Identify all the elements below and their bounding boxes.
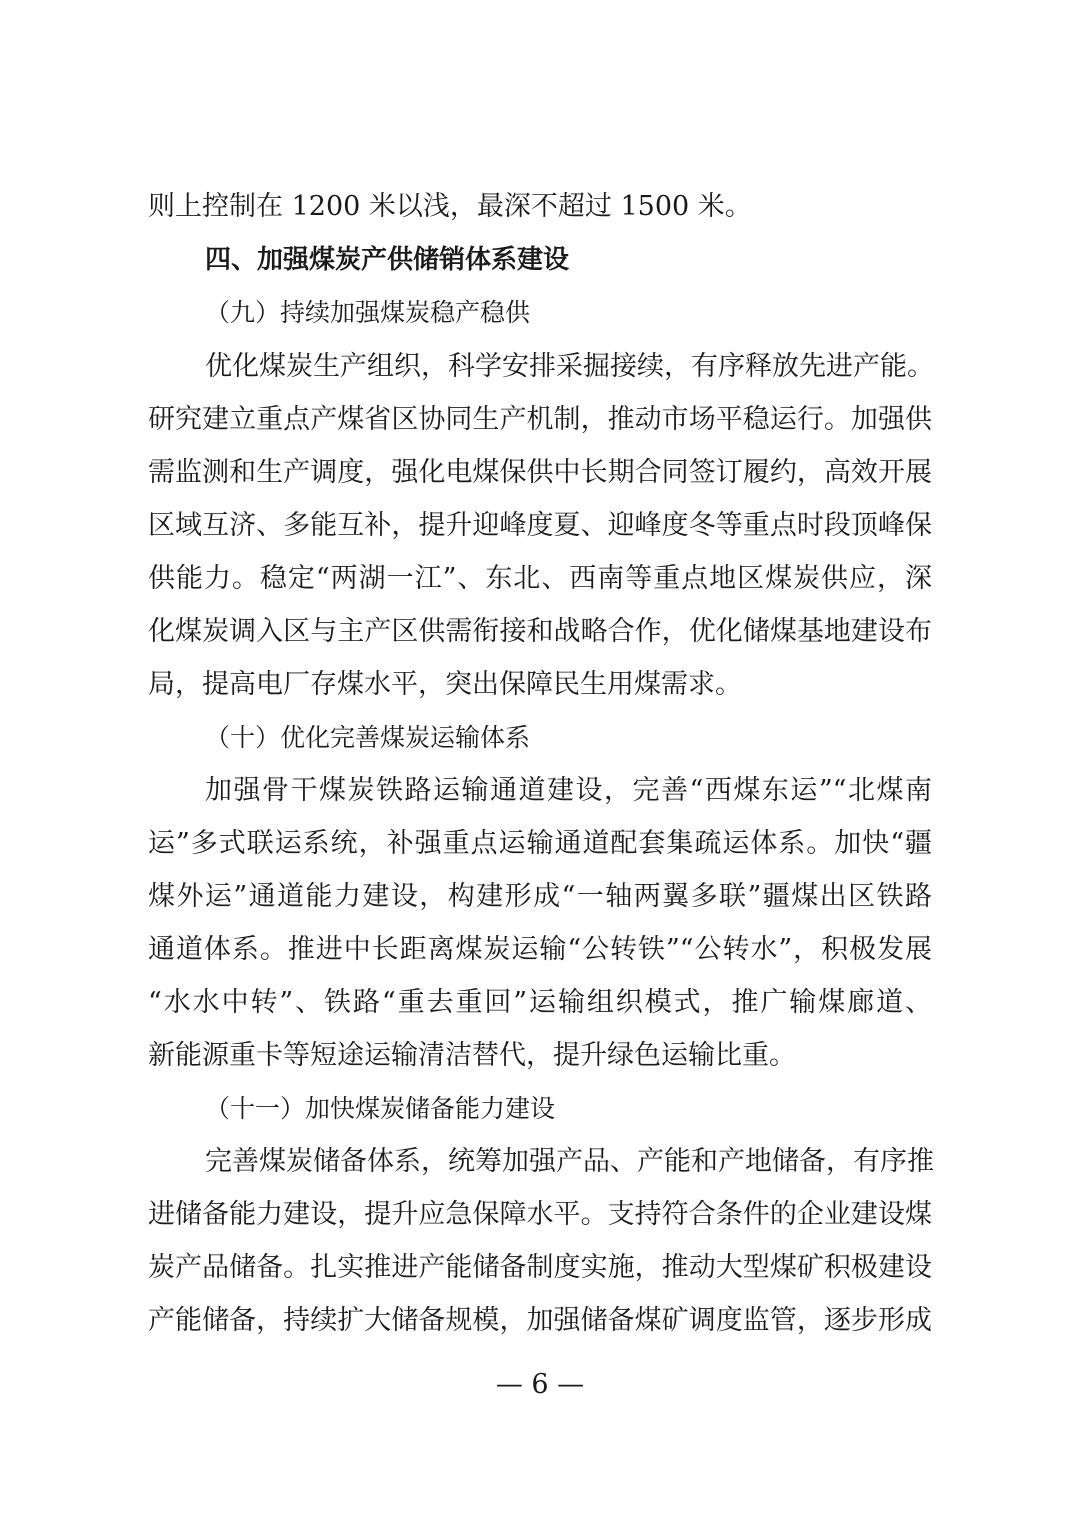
body-text-line: 完善煤炭储备体系，统筹加强产品、产能和产地储备，有序推 — [205, 1146, 934, 1177]
body-text-line: 进储备能力建设，提升应急保障水平。支持符合条件的企业建设煤 — [148, 1199, 932, 1230]
body-text-line: 研究建立重点产煤省区协同生产机制，推动市场平稳运行。加强供 — [148, 404, 932, 435]
body-text-line: 煤外运”通道能力建设，构建形成“一轴两翼多联”疆煤出区铁路 — [148, 881, 932, 912]
body-text-line: 产能储备，持续扩大储备规模，加强储备煤矿调度监管，逐步形成 — [148, 1305, 932, 1336]
subsection-heading: （十）优化完善煤炭运输体系 — [205, 723, 531, 752]
body-text-line: 化煤炭调入区与主产区供需衔接和战略合作，优化储煤基地建设布 — [148, 616, 932, 647]
section-heading: 四、加强煤炭产供储销体系建设 — [205, 245, 570, 275]
body-text-line: 运”多式联运系统，补强重点运输通道配套集疏运体系。加快“疆 — [148, 828, 932, 859]
body-text-line: 通道体系。推进中长距离煤炭运输“公转铁”“公转水”，积极发展 — [148, 934, 932, 965]
page-number: — 6 — — [495, 1369, 585, 1400]
body-text-line: 需监测和生产调度，强化电煤保供中长期合同签订履约，高效开展 — [148, 457, 932, 488]
body-text-line: 新能源重卡等短途运输清洁替代，提升绿色运输比重。 — [148, 1040, 796, 1071]
body-text-line: 则上控制在 1200 米以浅，最深不超过 1500 米。 — [148, 191, 752, 222]
body-text-line: 加强骨干煤炭铁路运输通道建设，完善“西煤东运”“北煤南 — [205, 775, 932, 806]
body-text-line: 区域互济、多能互补，提升迎峰度夏、迎峰度冬等重点时段顶峰保 — [148, 510, 932, 541]
subsection-heading: （十一）加快煤炭储备能力建设 — [205, 1094, 556, 1123]
body-text-line: 局，提高电厂存煤水平，突出保障民生用煤需求。 — [148, 669, 742, 700]
body-text-line: “水水中转”、铁路“重去重回”运输组织模式，推广输煤廊道、 — [148, 987, 932, 1018]
subsection-heading: （九）持续加强煤炭稳产稳供 — [205, 298, 531, 327]
body-text-line: 供能力。稳定“两湖一江”、东北、西南等重点地区煤炭供应，深 — [148, 563, 932, 594]
body-text-line: 优化煤炭生产组织，科学安排采掘接续，有序释放先进产能。 — [205, 351, 934, 382]
body-text-line: 炭产品储备。扎实推进产能储备制度实施，推动大型煤矿积极建设 — [148, 1252, 932, 1283]
